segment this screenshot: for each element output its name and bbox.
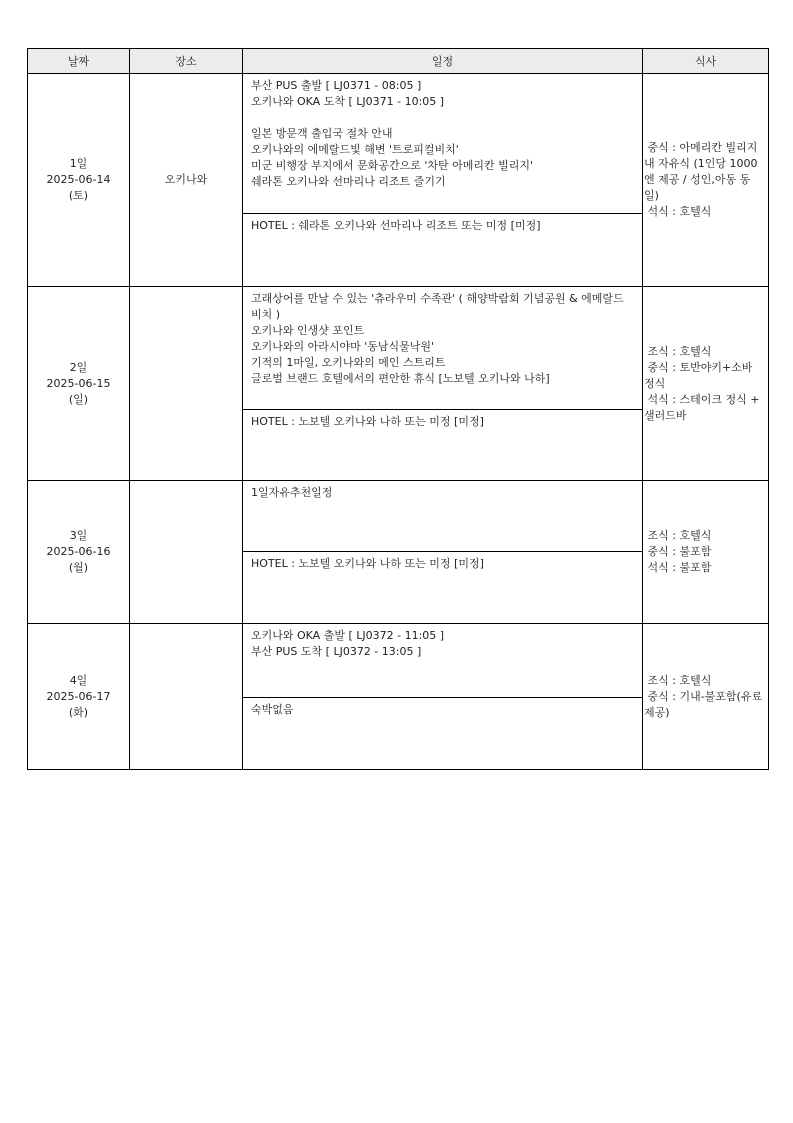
schedule-line: 오키나와 OKA 출발 [ LJ0372 - 11:05 ] (251, 629, 445, 642)
meal-line: 중식 : 토반야키+소바 정식 (644, 360, 756, 390)
day-4-schedule-row (28, 624, 769, 698)
day-3-hotel-cell (243, 552, 643, 624)
schedule-line: 오키나와의 에메랄드빛 해변 '트로피컬비치' (251, 143, 459, 156)
day-1-meal-cell (643, 74, 769, 287)
day-2-place-cell (130, 287, 243, 481)
hotel-line: HOTEL : 쉐라톤 오키나와 선마리나 리조트 또는 미정 [미정] (251, 219, 541, 232)
header-row (28, 49, 769, 74)
day-date: 2025-06-17 (46, 689, 111, 703)
day-4-meal-cell (643, 624, 769, 770)
meal-line: 중식 : 불포함 (644, 545, 712, 558)
hotel-line: 숙박없음 (251, 703, 294, 716)
day-2-schedule-row (28, 287, 769, 410)
day-weekday: (일) (68, 392, 89, 406)
meal-line: 중식 : 아메리칸 빌리지 내 자유식 (1인당 1000엔 제공 / 성인,아동 동일) (644, 141, 761, 202)
day-label: 1일 (69, 157, 88, 170)
day-3-schedule-row (28, 481, 769, 552)
schedule-line: 오키나와의 아라시야마 '동남식물낙원' (251, 340, 435, 353)
day-3-date-cell (28, 481, 130, 624)
day-1-schedule-cell (243, 74, 643, 214)
day-place: 오키나와 (164, 173, 208, 186)
itinerary-table (27, 48, 769, 770)
meal-line: 조식 : 호텔식 (644, 529, 712, 542)
day-3-meal-cell (643, 481, 769, 624)
schedule-line: 미군 비행장 부지에서 문화공간으로 '차탄 아메리칸 빌리지' (251, 159, 534, 172)
day-4-hotel-cell (243, 698, 643, 770)
day-1-hotel-cell (243, 214, 643, 287)
day-1-place-cell (130, 74, 243, 287)
day-date: 2025-06-15 (46, 376, 111, 390)
header-place: 장소 (130, 49, 243, 74)
day-weekday: (화) (68, 705, 89, 719)
meal-line: 조식 : 호텔식 (644, 673, 712, 687)
day-1-date-cell (28, 74, 130, 287)
header-schedule: 일정 (243, 49, 643, 74)
day-3-schedule-cell (243, 481, 643, 552)
day-date: 2025-06-14 (46, 173, 111, 186)
day-weekday: (토) (68, 189, 89, 202)
day-date: 2025-06-16 (46, 545, 111, 558)
schedule-line: 오키나와 인생샷 포인트 (251, 324, 365, 337)
meal-line: 석식 : 불포함 (644, 561, 712, 574)
schedule-line: 글로벌 브랜드 호텔에서의 편안한 휴식 [노보텔 오키나와 나하] (251, 372, 550, 385)
day-2-date-cell (28, 287, 130, 481)
day-2-schedule-cell (243, 287, 643, 410)
day-1-schedule-row (28, 74, 769, 214)
schedule-line: 부산 PUS 출발 [ LJ0371 - 08:05 ] (251, 79, 422, 92)
schedule-line: 오키나와 OKA 도착 [ LJ0371 - 10:05 ] (251, 95, 445, 108)
schedule-line: 1일자유추천일정 (251, 486, 333, 499)
schedule-line: 고래상어를 만날 수 있는 '츄라우미 수족관' ( 해양박람회 기념공원 & 에메랄드 비치 ) (251, 292, 624, 321)
header-date: 날짜 (28, 49, 130, 74)
day-label: 4일 (69, 673, 88, 687)
schedule-line: 기적의 1마일, 오키나와의 메인 스트리트 (251, 356, 446, 369)
meal-line: 중식 : 기내-불포함(유료제공) (644, 689, 763, 719)
day-2-meal-cell (643, 287, 769, 481)
schedule-line: 부산 PUS 도착 [ LJ0372 - 13:05 ] (251, 645, 422, 658)
header-meal: 식사 (643, 49, 769, 74)
day-3-place-cell (130, 481, 243, 624)
day-label: 2일 (69, 360, 88, 374)
meal-line: 석식 : 호텔식 (644, 205, 712, 218)
day-4-schedule-cell (243, 624, 643, 698)
day-weekday: (월) (68, 561, 89, 574)
meal-line: 조식 : 호텔식 (644, 344, 712, 358)
schedule-line: 일본 방문객 출입국 절차 안내 (251, 127, 393, 140)
schedule-line: 쉐라톤 오키나와 선마리나 리조트 즐기기 (251, 175, 446, 188)
schedule-line (251, 110, 634, 126)
meal-line: 석식 : 스테이크 정식 + 샐러드바 (644, 392, 763, 422)
day-4-place-cell (130, 624, 243, 770)
day-2-hotel-cell (243, 410, 643, 481)
day-label: 3일 (69, 529, 88, 542)
day-4-date-cell (28, 624, 130, 770)
hotel-line: HOTEL : 노보텔 오키나와 나하 또는 미정 [미정] (251, 415, 484, 428)
hotel-line: HOTEL : 노보텔 오키나와 나하 또는 미정 [미정] (251, 557, 484, 570)
